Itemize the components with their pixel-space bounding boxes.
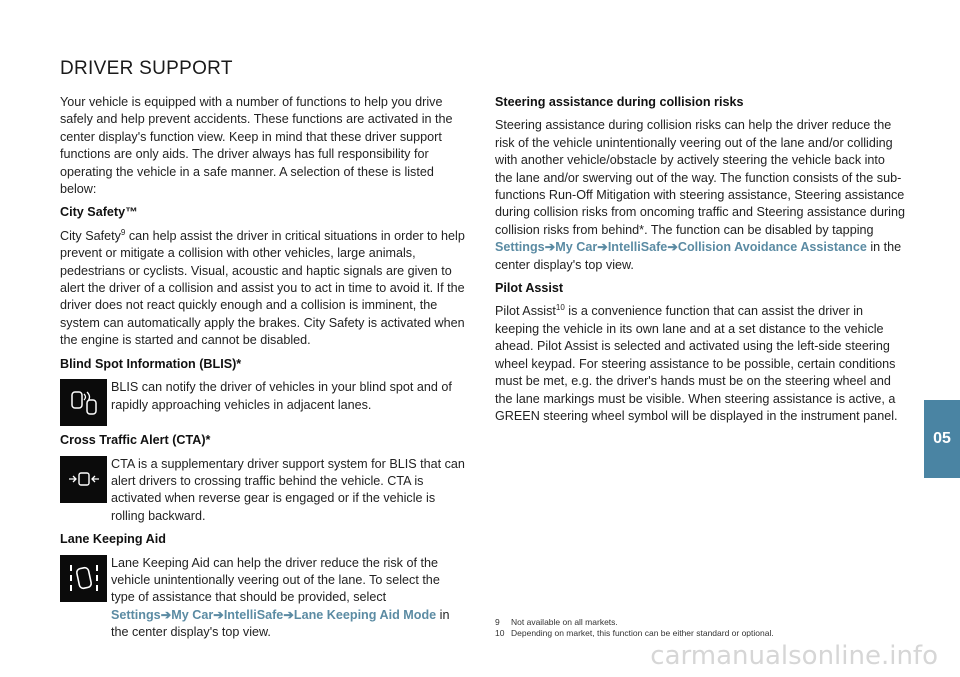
- footnote: [495, 628, 774, 639]
- intro-paragraph: Your vehicle is equipped with a number of functions to help you drive safely and help prevent accidents. These functions are activated in the center display's function view. Keep in mind that these driver support functions are only aids. The driver always has full responsibility for operating the vehicle in a safe manner. A selection of these is listed below:: [60, 95, 453, 197]
- city-safety-text-rest: can help assist the driver in critical situations in order to help prevent or mitigate a collision with other vehicles, large animals, pedestrians or cyclists. Visual, acoustic and haptic signals are given to alert the driver of a collision and assist you to act in time to avoid it. If the driver does not react quickly enough and a collision is imminent, the system can automatically apply the brakes. City Safety is activated when the engine is started and cannot be disabled.: [60, 228, 465, 348]
- lane-keeping-text: [111, 555, 466, 642]
- blis-text: BLIS can notify the driver of vehicles in your blind spot and of rapidly approaching vehicles in adjacent lanes.: [111, 380, 452, 412]
- cta-text: CTA is a supplementary driver support system for BLIS that can alert drivers to crossing traffic behind the vehicle. CTA is activated when reverse gear is engaged or if the vehicle is rolling backward.: [111, 456, 465, 523]
- steering-text-end: in the center display's top view.: [495, 240, 902, 272]
- arrow-icon: ➔: [597, 240, 608, 255]
- city-safety-heading: City Safety™: [60, 205, 138, 220]
- city-safety-text: City Safety: [60, 228, 121, 243]
- footnote-text: Depending on market, this function can be either standard or optional.: [511, 628, 774, 638]
- nav-my-car: My Car: [171, 607, 214, 622]
- footnote-ref-9: 9: [120, 227, 126, 237]
- footnotes: [495, 617, 774, 639]
- lane-keeping-text-end: in the center display's top view.: [111, 607, 450, 640]
- arrow-icon: ➔: [283, 607, 294, 622]
- footnote-ref-10: 10: [555, 303, 565, 313]
- cta-heading: Cross Traffic Alert (CTA)*: [60, 433, 211, 448]
- nav-my-car: My Car: [555, 240, 598, 255]
- cta-icon: [60, 456, 107, 503]
- arrow-icon: ➔: [213, 607, 224, 622]
- left-column: [60, 94, 466, 648]
- lane-keeping-text-start: Lane Keeping Aid can help the driver reduce the risk of the vehicle unintentionally veering out of the lane. To select the type of assistance that should be provided, select: [111, 555, 440, 605]
- city-safety-paragraph: [60, 228, 466, 350]
- nav-settings: Settings: [111, 607, 161, 622]
- arrow-icon: ➔: [667, 240, 678, 255]
- footnote-text: Not available on all markets.: [511, 617, 618, 627]
- lane-keeping-heading: Lane Keeping Aid: [60, 532, 166, 547]
- pilot-assist-text: Pilot Assist: [495, 304, 556, 319]
- footnote: [495, 617, 774, 628]
- steering-assistance-heading: Steering assistance during collision risks: [495, 95, 744, 109]
- page-title: DRIVER SUPPORT: [60, 58, 233, 79]
- pilot-assist-text-rest: is a convenience function that can assist the driver in keeping the vehicle in its own lane and at a set distance to the vehicle ahead. Pilot Assist is selected and activated using the left-side steering wheel keypad. For steering assistance to be possible, certain conditions must be met, e.g. the driver's hands must be on the steering wheel and the lane markings must be visible. When steering assistance is active, a GREEN steering wheel symbol will be displayed in the instrument panel.: [495, 304, 898, 423]
- nav-intellisafe: IntelliSafe: [607, 240, 668, 255]
- blis-row: [60, 379, 466, 426]
- blis-icon: [60, 379, 107, 426]
- lane-keeping-row: [60, 555, 466, 642]
- blis-heading: Blind Spot Information (BLIS)*: [60, 356, 242, 371]
- pilot-assist-heading: Pilot Assist: [495, 281, 564, 296]
- lane-keeping-icon: [60, 555, 107, 602]
- cta-row: [60, 456, 466, 526]
- nav-collision-avoidance-assistance: Collision Avoidance Assistance: [677, 240, 867, 255]
- steering-text-start: Steering assistance during collision risks can help the driver reduce the risk of the vehicle unintentionally veering out of the lane and/or colliding with another vehicle/obstacle by actively steering the vehicle back into the lane and/or swerving out of the way. The function consists of the sub-functions Run-Off Mitigation with steering assistance, Steering assistance during collision risks from oncoming traffic and Steering assistance during collision risks from behind*. The function can be disabled by tapping: [495, 118, 905, 237]
- watermark: carmanualsonline.info: [650, 641, 938, 671]
- footnote-number: 10: [495, 628, 505, 638]
- footnote-number: 9: [495, 617, 500, 627]
- nav-lane-keeping-aid-mode: Lane Keeping Aid Mode: [293, 607, 437, 622]
- arrow-icon: ➔: [544, 240, 556, 255]
- chapter-tab[interactable]: 05: [924, 400, 960, 478]
- pilot-assist-paragraph: [495, 303, 905, 425]
- arrow-icon: ➔: [160, 607, 172, 622]
- nav-intellisafe: IntelliSafe: [223, 607, 284, 622]
- steering-assistance-paragraph: [495, 117, 905, 274]
- nav-settings: Settings: [495, 240, 545, 255]
- right-column: [495, 94, 905, 431]
